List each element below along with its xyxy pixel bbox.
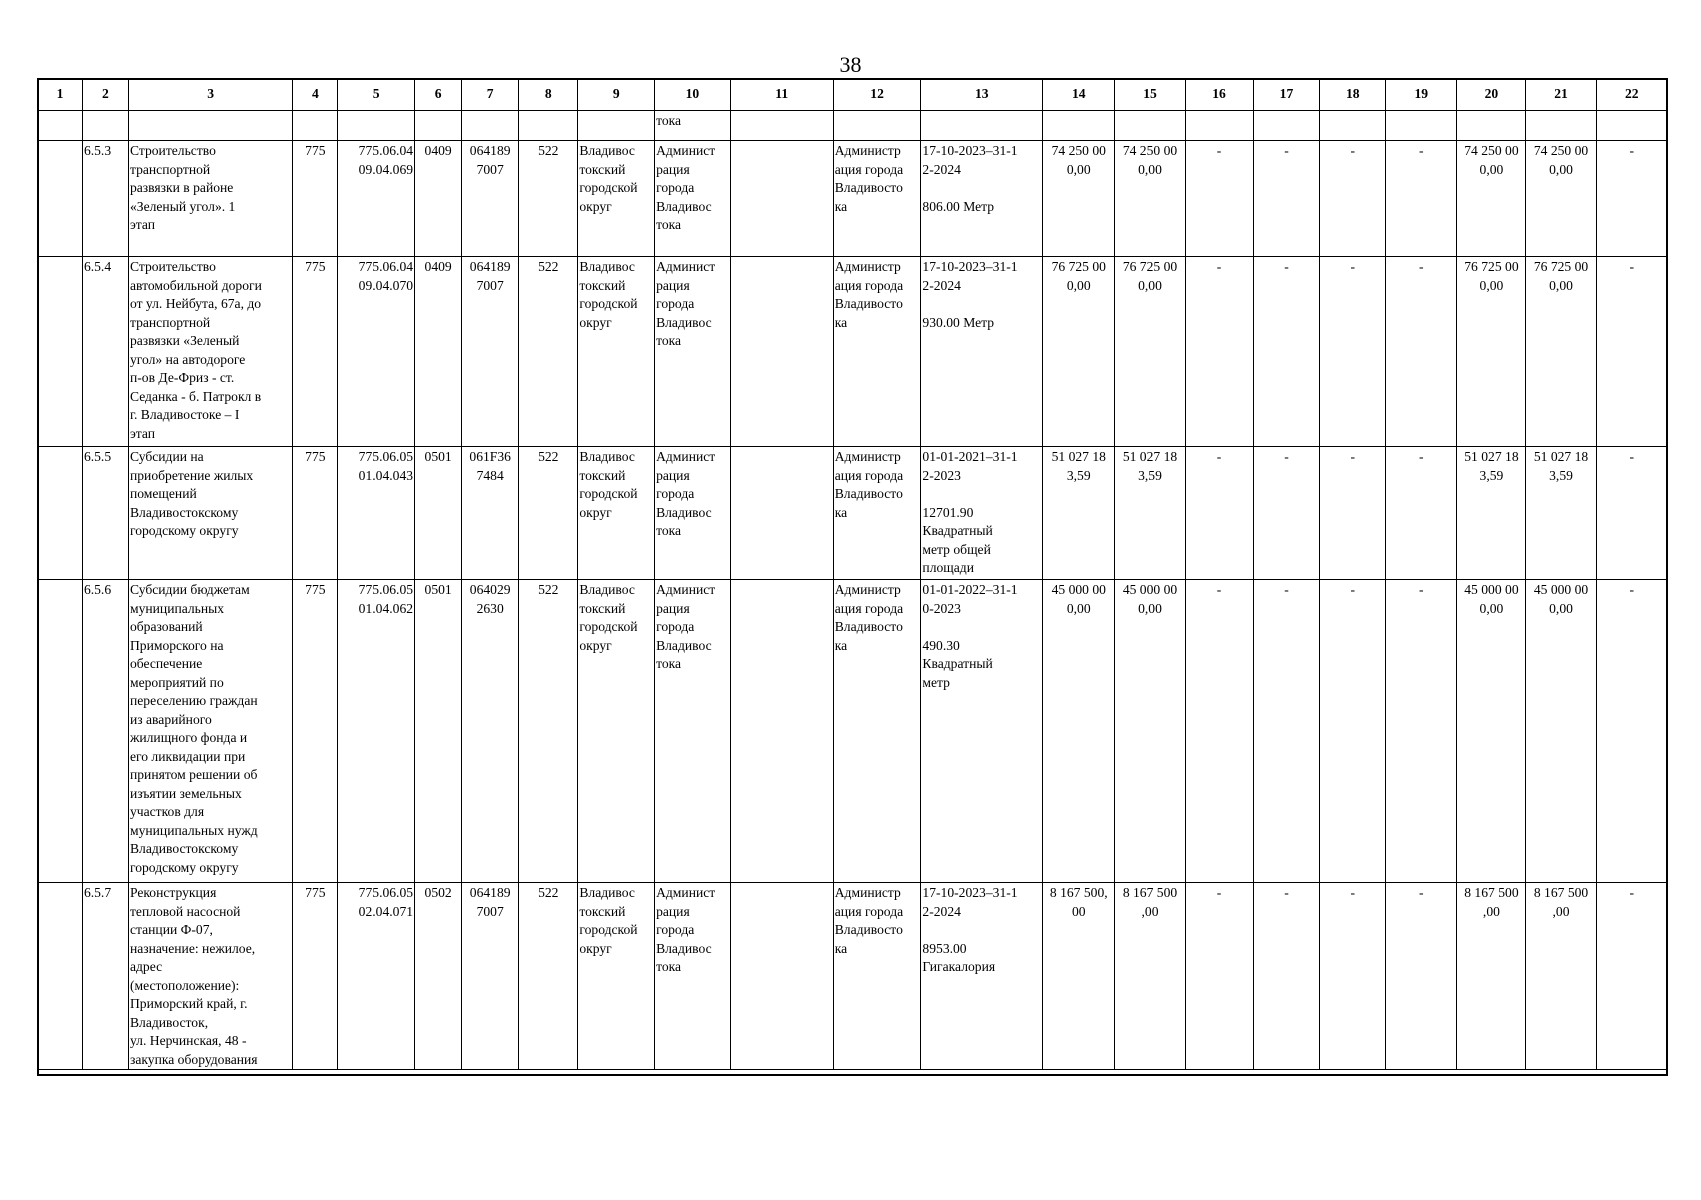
table-cell: Администр ация города Владивосто ка xyxy=(833,141,921,257)
table-row xyxy=(38,141,1668,257)
table-cell: - xyxy=(1596,141,1667,257)
table-cell: 064189 7007 xyxy=(462,257,519,447)
col-header: 13 xyxy=(921,79,1043,111)
table-cell: Админист рация города Владивос тока xyxy=(655,257,731,447)
table-cell: - xyxy=(1320,141,1386,257)
table-cell: 0501 xyxy=(415,447,462,580)
table-cell: 775.06.05 01.04.062 xyxy=(338,580,415,883)
table-cell: 775 xyxy=(293,141,338,257)
table-cell: 51 027 18 3,59 xyxy=(1115,447,1185,580)
col-header: 18 xyxy=(1320,79,1386,111)
table-cell: - xyxy=(1320,580,1386,883)
table-cell: Владивос токский городской округ xyxy=(578,447,655,580)
table-cell: - xyxy=(1320,257,1386,447)
table-cell: 775 xyxy=(293,580,338,883)
table-cell: - xyxy=(1386,141,1457,257)
continuation-row xyxy=(38,111,1668,141)
table-cell: 8 167 500 ,00 xyxy=(1115,883,1185,1070)
col-header: 2 xyxy=(82,79,128,111)
row-number: 6.5.5 xyxy=(82,447,128,580)
table-cell: - xyxy=(1386,883,1457,1070)
table-cell: - xyxy=(1386,257,1457,447)
table-cell: 522 xyxy=(519,883,578,1070)
col-header: 21 xyxy=(1526,79,1596,111)
table-cell: 51 027 18 3,59 xyxy=(1457,447,1526,580)
col-header: 5 xyxy=(338,79,415,111)
budget-table xyxy=(37,78,1668,1070)
row-name: Реконструкция тепловой насосной станции Ф-07, назначение: нежилое, адрес (местоположение): Приморский край, г. Владивосток, ул. Нерчинская, 48 - закупка оборудования xyxy=(128,883,292,1070)
col-header: 9 xyxy=(578,79,655,111)
col-header: 15 xyxy=(1115,79,1185,111)
table-row xyxy=(38,447,1668,580)
table-cell: 775.06.05 01.04.043 xyxy=(338,447,415,580)
table-cell: 775 xyxy=(293,447,338,580)
col-header: 6 xyxy=(415,79,462,111)
table-cell: - xyxy=(1253,447,1320,580)
table-cell: 45 000 00 0,00 xyxy=(1115,580,1185,883)
col-header: 17 xyxy=(1253,79,1320,111)
table-cell: 76 725 00 0,00 xyxy=(1457,257,1526,447)
table-cell: 775 xyxy=(293,257,338,447)
table-cell: 45 000 00 0,00 xyxy=(1457,580,1526,883)
table-cell: 17-10-2023–31-1 2-2024 8953.00 Гигакалория xyxy=(921,883,1043,1070)
table-cell: Админист рация города Владивос тока xyxy=(655,580,731,883)
row-name: Строительство автомобильной дороги от ул. Нейбута, 67а, до транспортной развязки «Зеленый угол» на автодороге п-ов Де-Фриз - ст. Седанка - б. Патрокл в г. Владивостоке – I этап xyxy=(128,257,292,447)
table-cell xyxy=(38,883,83,1070)
row-number: 6.5.3 xyxy=(82,141,128,257)
table-cell xyxy=(38,580,83,883)
col-header: 10 xyxy=(655,79,731,111)
table-cell: 064029 2630 xyxy=(462,580,519,883)
col-header: 22 xyxy=(1596,79,1667,111)
table-cell: - xyxy=(1253,580,1320,883)
table-cell: - xyxy=(1185,580,1253,883)
table-cell xyxy=(730,580,833,883)
table-cell: 522 xyxy=(519,447,578,580)
col-header: 19 xyxy=(1386,79,1457,111)
table-cell: Администр ация города Владивосто ка xyxy=(833,580,921,883)
table-row xyxy=(38,883,1668,1070)
table-cell: - xyxy=(1185,141,1253,257)
col-header: 20 xyxy=(1457,79,1526,111)
table-cell: 8 167 500, 00 xyxy=(1043,883,1115,1070)
table-cell: - xyxy=(1386,580,1457,883)
table-cell: Владивос токский городской округ xyxy=(578,883,655,1070)
table-cell: - xyxy=(1185,257,1253,447)
table-cell xyxy=(730,141,833,257)
table-cell: 74 250 00 0,00 xyxy=(1115,141,1185,257)
table-cell: Администр ация города Владивосто ка xyxy=(833,257,921,447)
table-cell: 01-01-2021–31-1 2-2023 12701.90 Квадратный метр общей площади xyxy=(921,447,1043,580)
table-cell: 775.06.04 09.04.070 xyxy=(338,257,415,447)
table-cell: 8 167 500 ,00 xyxy=(1457,883,1526,1070)
table-cell: - xyxy=(1320,447,1386,580)
table-cell: - xyxy=(1596,580,1667,883)
table-cell xyxy=(38,141,83,257)
table-cell: 45 000 00 0,00 xyxy=(1526,580,1596,883)
table-cell: 74 250 00 0,00 xyxy=(1457,141,1526,257)
table-cell: 76 725 00 0,00 xyxy=(1043,257,1115,447)
row-name: Субсидии на приобретение жилых помещений Владивостокскому городскому округу xyxy=(128,447,292,580)
table-cell: 76 725 00 0,00 xyxy=(1526,257,1596,447)
row-number: 6.5.6 xyxy=(82,580,128,883)
table-cell xyxy=(730,257,833,447)
table-cell: 0501 xyxy=(415,580,462,883)
row-number: 6.5.4 xyxy=(82,257,128,447)
table-row xyxy=(38,257,1668,447)
table-cell: 775.06.05 02.04.071 xyxy=(338,883,415,1070)
table-cell: 0409 xyxy=(415,141,462,257)
table-cell xyxy=(730,447,833,580)
table-cell: 064189 7007 xyxy=(462,883,519,1070)
table-cell: Владивос токский городской округ xyxy=(578,257,655,447)
table-cell: 522 xyxy=(519,580,578,883)
table-cell xyxy=(38,257,83,447)
table-cell: 522 xyxy=(519,141,578,257)
table-cell: 17-10-2023–31-1 2-2024 930.00 Метр xyxy=(921,257,1043,447)
row-name: Строительство транспортной развязки в районе «Зеленый угол». 1 этап xyxy=(128,141,292,257)
table-cell xyxy=(730,883,833,1070)
table-cell: 51 027 18 3,59 xyxy=(1043,447,1115,580)
table-cell: - xyxy=(1253,883,1320,1070)
table-cell: 522 xyxy=(519,257,578,447)
table-cell: - xyxy=(1386,447,1457,580)
table-cell: - xyxy=(1253,257,1320,447)
table-cell: Админист рация города Владивос тока xyxy=(655,447,731,580)
table-cell: 8 167 500 ,00 xyxy=(1526,883,1596,1070)
col-header: 14 xyxy=(1043,79,1115,111)
table-cell: 45 000 00 0,00 xyxy=(1043,580,1115,883)
header-row xyxy=(38,79,1668,111)
table-cell: 17-10-2023–31-1 2-2024 806.00 Метр xyxy=(921,141,1043,257)
table-cell: 74 250 00 0,00 xyxy=(1526,141,1596,257)
col-header: 11 xyxy=(730,79,833,111)
row-number: 6.5.7 xyxy=(82,883,128,1070)
table-cell: - xyxy=(1596,257,1667,447)
table-cell: 0502 xyxy=(415,883,462,1070)
col-header: 7 xyxy=(462,79,519,111)
table-cell: - xyxy=(1185,883,1253,1070)
table-cell: 01-01-2022–31-1 0-2023 490.30 Квадратный метр xyxy=(921,580,1043,883)
table-cell: Владивос токский городской округ xyxy=(578,580,655,883)
table-cell: - xyxy=(1596,447,1667,580)
page-number: 38 xyxy=(839,52,862,77)
table-cell: 775 xyxy=(293,883,338,1070)
table-cell: - xyxy=(1596,883,1667,1070)
table-cell: Админист рация города Владивос тока xyxy=(655,883,731,1070)
col-header: 8 xyxy=(519,79,578,111)
table-cell: тока xyxy=(655,111,731,141)
col-header: 1 xyxy=(38,79,83,111)
table-cell: Администр ация города Владивосто ка xyxy=(833,883,921,1070)
col-header: 16 xyxy=(1185,79,1253,111)
table-cell: - xyxy=(1320,883,1386,1070)
col-header: 12 xyxy=(833,79,921,111)
table-cell: 76 725 00 0,00 xyxy=(1115,257,1185,447)
table-cell: 74 250 00 0,00 xyxy=(1043,141,1115,257)
col-header: 4 xyxy=(293,79,338,111)
table-cell: - xyxy=(1253,141,1320,257)
table-cell xyxy=(38,447,83,580)
table-cell: 775.06.04 09.04.069 xyxy=(338,141,415,257)
table-cell: 061F36 7484 xyxy=(462,447,519,580)
table-cell: Владивос токский городской округ xyxy=(578,141,655,257)
table-cell: Администр ация города Владивосто ка xyxy=(833,447,921,580)
table-cell: 51 027 18 3,59 xyxy=(1526,447,1596,580)
table-cell: - xyxy=(1185,447,1253,580)
table-row xyxy=(38,580,1668,883)
table-cell: 064189 7007 xyxy=(462,141,519,257)
row-name: Субсидии бюджетам муниципальных образований Приморского на обеспечение мероприятий по переселению граждан из аварийного жилищного фонда и его ликвидации при принятом решении об изъятии земельных участков для муниципальных нужд Владивостокскому городскому округу xyxy=(128,580,292,883)
table-cell: 0409 xyxy=(415,257,462,447)
table-cell: Админист рация города Владивос тока xyxy=(655,141,731,257)
col-header: 3 xyxy=(128,79,292,111)
